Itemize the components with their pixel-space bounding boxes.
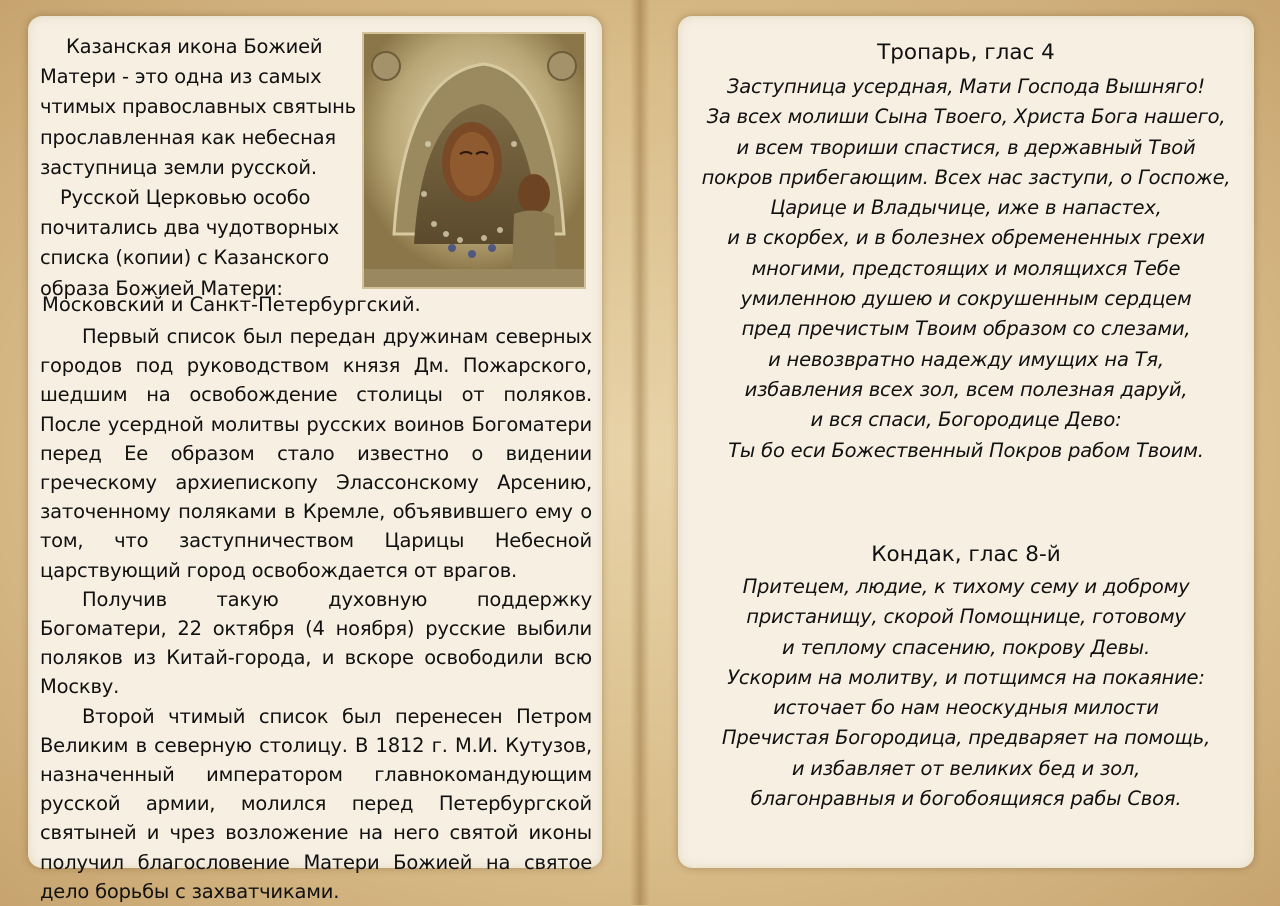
kazan-icon-image <box>362 32 586 289</box>
hymn-line: умиленною душею и сокрушенным сердцем <box>740 287 1192 311</box>
hymn-line: Ускорим на молитву, и потщимся на покаяние: <box>727 665 1205 689</box>
troparion-title: Тропарь, глас 4 <box>877 40 1055 65</box>
hymn-line: благонравныя и богобоящияся рабы Своя. <box>750 787 1182 811</box>
intro-line: Русской Церковью особо <box>60 186 311 210</box>
hymn-line: Ты бо еси Божественный Покров рабом Твоим. <box>728 438 1204 462</box>
kontakion-text <box>678 572 1254 814</box>
intro-line: Казанская икона Божией <box>66 35 323 58</box>
hymn-line: и всем твориши спастися, в державный Твой <box>736 135 1196 159</box>
hymn-line: и в скорбех, и в болезнех обремененных грехи <box>727 226 1205 250</box>
hymn-line: и теплому спасению, покрову Девы. <box>782 635 1150 659</box>
hymn-line: и невозвратно надежду имущих на Тя, <box>768 347 1164 371</box>
intro-last-line: Московский и Санкт-Петербургский. <box>42 293 421 316</box>
hymn-line: пристанищу, скорой Помощнице, готовому <box>746 605 1186 629</box>
left-page-panel <box>28 16 602 903</box>
hymn-line: покров прибегающим. Всех нас заступи, о Госпоже, <box>701 165 1231 189</box>
hymn-line: За всех молиши Сына Твоего, Христа Бога нашего, <box>706 105 1226 129</box>
hymn-line: Заступница усердная, Мати Господа Вышняго! <box>726 75 1206 98</box>
intro-line: списка (копии) с Казанского <box>40 246 329 270</box>
history-text <box>40 322 592 906</box>
intro-line: образа Божией Матери: <box>40 276 283 300</box>
intro-text <box>40 32 362 304</box>
kontakion-title: Кондак, глас 8-й <box>871 542 1061 567</box>
intro-line: почитались два чудотворных <box>40 216 339 240</box>
paragraph: Получив такую духовную поддержку Богоматери, 22 октября (4 ноября) русские выбили поляков из Китай-города, и вскоре освободили всю Москву. <box>40 587 592 699</box>
hymn-line: избавления всех зол, всем полезная даруй, <box>744 377 1188 401</box>
page-fold <box>630 0 650 905</box>
intro-line: прославленная как небесная <box>40 125 336 149</box>
intro-line: чтимых православных святынь <box>40 95 356 119</box>
hymn-line: Пречистая Богородица, предваряет на помощь, <box>721 726 1211 750</box>
hymn-line: Царице и Владычице, иже в напастех, <box>770 196 1162 220</box>
paragraph: Первый список был передан дружинам северных городов под руководством князя Дм. Пожарского, шедшим на освобождение столицы от поляков. После усердной молитвы русских воинов Богоматери перед Ее образом стало известно о видении греческому архиепископу Элассонскому Арсению, заточенному поляками в Кремле, объявившего ему о том, что заступничеством Царицы Небесной царствующий город освобождается от врагов. <box>40 325 592 582</box>
intro-line: Матери - это одна из самых <box>40 65 322 89</box>
intro-line: заступница земли русской. <box>40 155 317 179</box>
troparion-text <box>678 72 1254 466</box>
hymn-line: источает бо нам неоскудныя милости <box>773 696 1159 720</box>
right-page-panel <box>678 16 1254 868</box>
hymn-line: Притецем, людие, к тихому сему и доброму <box>742 575 1190 598</box>
hymn-line: и вся спаси, Богородице Дево: <box>810 408 1122 432</box>
paragraph: Второй чтимый список был перенесен Петром Великим в северную столицу. В 1812 г. М.И. Кутузов, назначенный императором главнокомандующим русской армии, молился перед Петербургской святыней и чрез возложение на него святой иконы получил благословение Матери Божией на святое дело борьбы с захватчиками. <box>40 704 592 903</box>
hymn-line: и избавляет от великих бед и зол, <box>791 756 1141 780</box>
hymn-line: пред пречистым Твоим образом со слезами, <box>741 317 1191 341</box>
hymn-line: многими, предстоящих и молящихся Тебе <box>751 256 1181 280</box>
